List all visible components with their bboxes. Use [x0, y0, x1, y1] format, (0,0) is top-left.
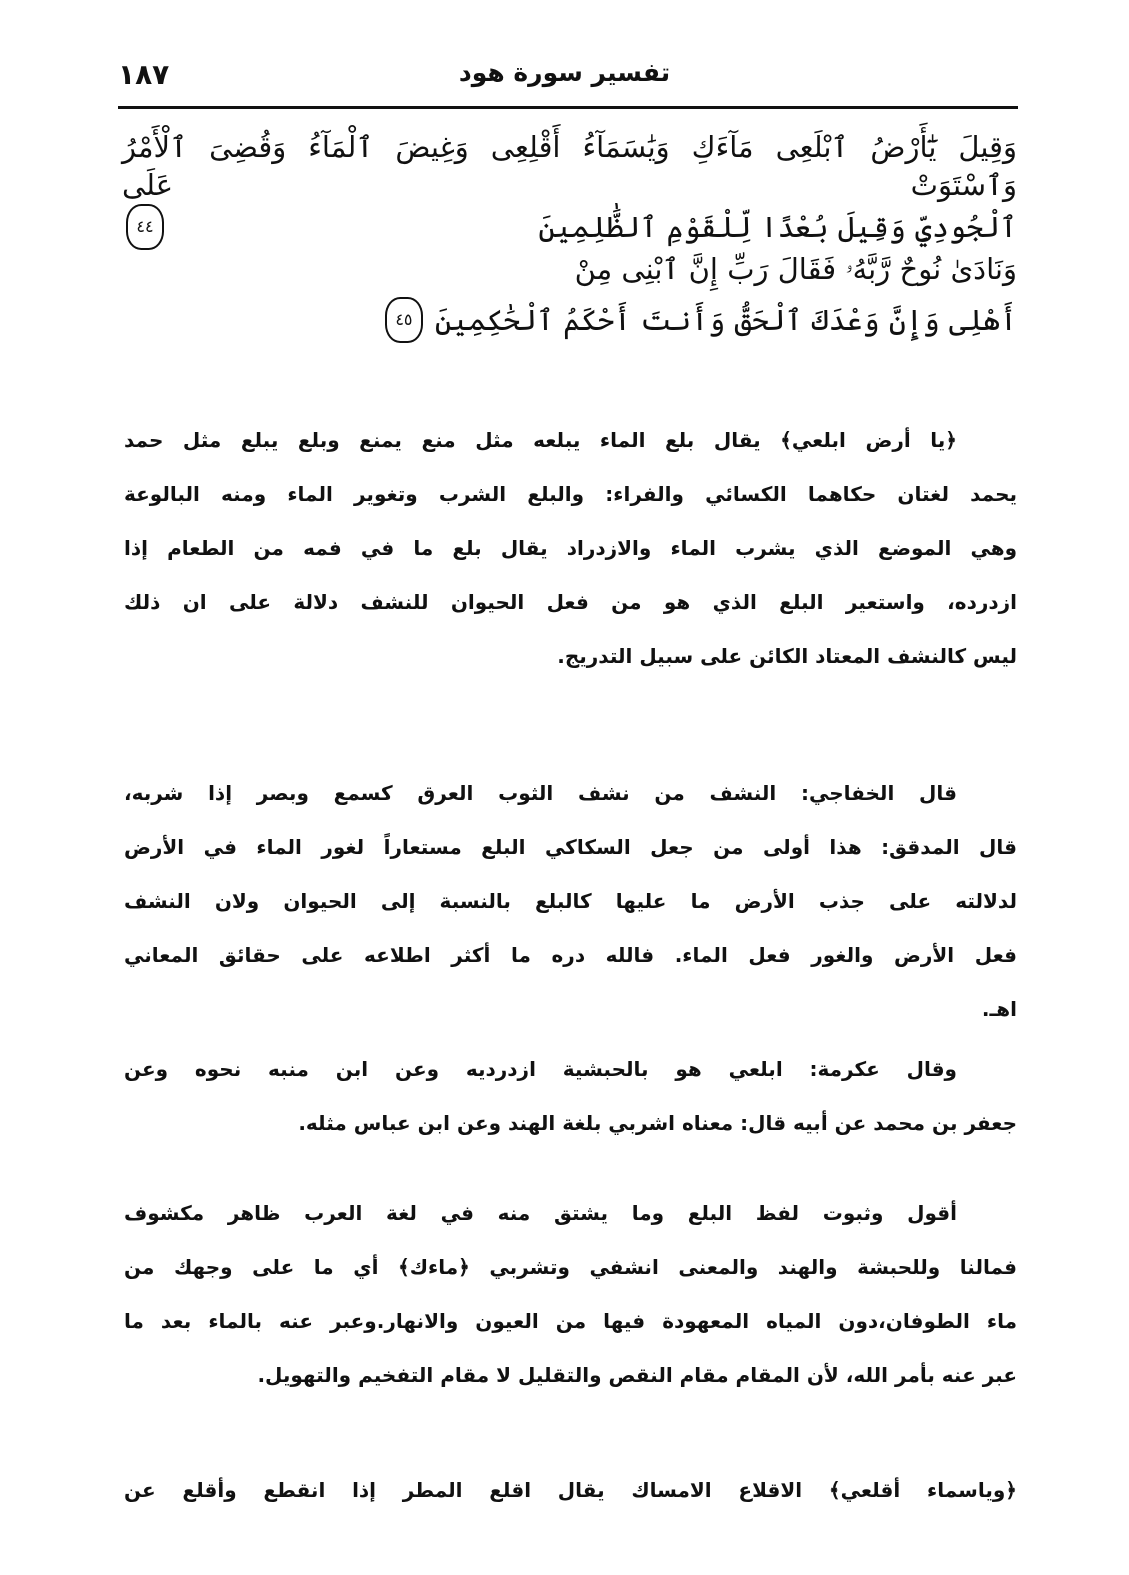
- text-line: فعل الأرض والغور فعل الماء. فالله دره ما أكثر اطلاعه على حقائق المعاني: [124, 943, 1017, 967]
- quran-text: وَنَادَىٰ نُوحٌ رَّبَّهُۥ فَقَالَ رَبِّ إِنَّ ٱبْنِى مِنْ: [574, 252, 1017, 286]
- commentary-paragraph: [124, 1042, 1017, 1150]
- commentary-paragraph: [124, 1186, 1017, 1402]
- quran-text: ٱلْجُودِيِّ وَقِيلَ بُعْدًا لِّلْقَوْمِ ٱلظَّٰلِمِينَ: [538, 210, 1017, 244]
- running-title: تفسير سورة هود: [458, 58, 671, 87]
- page-number: ١٨٧: [118, 58, 170, 91]
- text-line: وقال عكرمة: ابلعي هو بالحبشية ازدرديه وعن ابن منبه نحوه وعن: [124, 1057, 957, 1081]
- text-line: اهـ.: [981, 997, 1017, 1021]
- commentary-paragraph: [124, 766, 1017, 1036]
- quran-verse-line: [122, 282, 1017, 358]
- text-line: ليس كالنشف المعتاد الكائن على سبيل التدريج.: [557, 644, 1017, 668]
- text-line: لدلالته على جذب الأرض ما عليها كالبلع بالنسبة إلى الحيوان ولان النشف: [124, 889, 1017, 913]
- text-line: جعفر بن محمد عن أبيه قال: معناه اشربي بلغة الهند وعن ابن عباس مثله.: [298, 1111, 1017, 1135]
- commentary-paragraph: [124, 413, 1017, 683]
- text-line: ازدرده، واستعير البلع الذي هو من فعل الحيوان للنشف دلالة على ان ذلك: [124, 590, 1017, 614]
- text-line: وهي الموضع الذي يشرب الماء والازدراد يقال بلع ما في فمه من الطعام إذا: [124, 536, 1017, 560]
- text-line: ماء الطوفان،دون المياه المعهودة فيها من العيون والانهار.وعبر عنه بالماء بعد ما: [124, 1309, 1017, 1333]
- text-line: ﴿وياسماء أقلعي﴾ الاقلاع الامساك يقال اقلع المطر إذا انقطع وأقلع عن: [124, 1478, 1017, 1502]
- text-line: ﴿يا أرض ابلعي﴾ يقال بلع الماء يبلعه مثل منع يمنع وبلع يبلع مثل حمد: [124, 428, 957, 452]
- text-line: أقول وثبوت لفظ البلع وما يشتق منه في لغة العرب ظاهر مكشوف: [124, 1201, 957, 1225]
- ayah-marker-icon: ٤٥: [385, 297, 423, 343]
- quran-verse-line: [122, 128, 1017, 204]
- text-line: عبر عنه بأمر الله، لأن المقام مقام النقص والتقليل لا مقام التفخيم والتهويل.: [257, 1363, 1017, 1387]
- quran-verse-line: [122, 204, 1017, 288]
- quran-text: أَهْلِى وَإِنَّ وَعْدَكَ ٱلْحَقُّ وَأَنتَ أَحْكَمُ ٱلْحَٰكِمِينَ: [434, 303, 1017, 337]
- text-line: قال الخفاجي: النشف من نشف الثوب العرق كسمع وبصر إذا شربه،: [124, 781, 957, 805]
- header-rule: [118, 106, 1018, 109]
- text-line: فمالنا وللحبشة والهند والمعنى انشفي وتشربي ﴿ماءك﴾ أي ما على وجهك من: [124, 1255, 1017, 1279]
- quran-text: وَقِيلَ يَٰٓأَرْضُ ٱبْلَعِى مَآءَكِ وَيَٰسَمَآءُ أَقْلِعِى وَغِيضَ ٱلْمَآءُ وَقُضِىَ ٱلْأَمْرُ وَٱسْتَوَتْ عَلَى: [122, 130, 1017, 202]
- commentary-paragraph: [124, 1463, 1017, 1517]
- text-line: يحمد لغتان حكاهما الكسائي والفراء: والبلع الشرب وتغوير الماء ومنه البالوعة: [124, 482, 1017, 506]
- text-line: قال المدقق: هذا أولى من جعل السكاكي البلع مستعاراً لغور الماء في الأرض: [124, 835, 1017, 859]
- ayah-marker-icon: ٤٤: [126, 204, 164, 250]
